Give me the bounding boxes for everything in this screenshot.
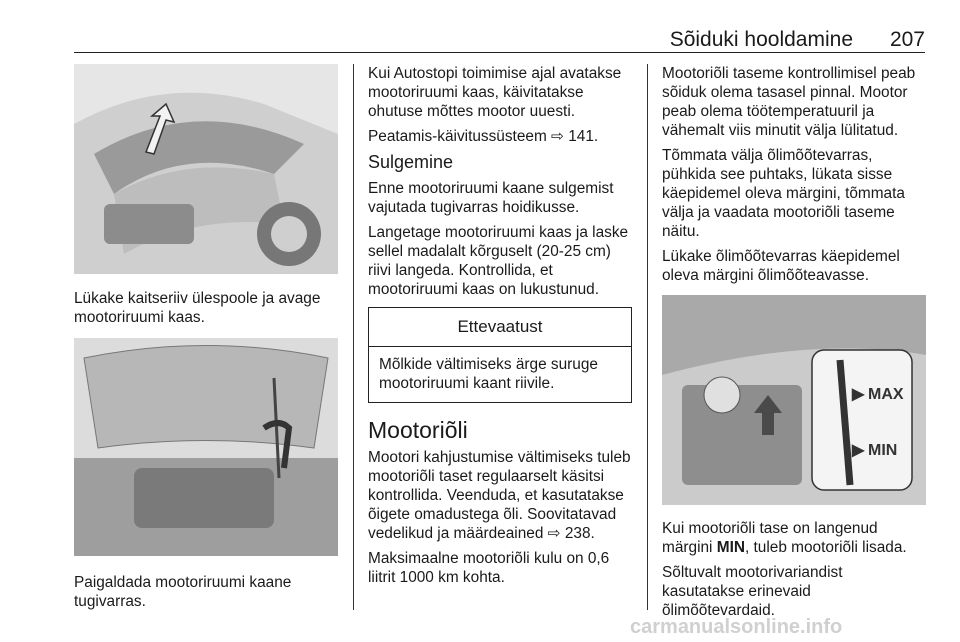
svg-text:▶: ▶ [852,442,865,459]
caption-support-rod: Paigaldada mootoriruumi kaane tugivarras. [74,574,292,610]
heading-engine-oil: Mootoriõli [368,417,468,443]
page-header [74,22,925,53]
caution-text: Mõlkide vältimiseks ärge suruge mootoriruumi kaant riivile. [379,356,598,392]
caution-box [368,307,632,403]
hood-support-illustration [74,338,338,556]
dipstick-min-label: MIN [868,442,898,459]
paragraph: Tõmmata välja õlimõõtevarras, pühkida see puhtaks, lükata sisse käepidemel oleva märgini, tõmmata välja ja vaadata mootoriõli taseme näitu. [662,147,905,240]
paragraph: Kui Autostopi toimimise ajal avatakse mootoriruumi kaas, käivitatakse ohutuse mõttes mootor uuesti. [368,65,622,120]
column-divider [353,64,354,610]
section-title: Sõiduki hooldamine [669,28,853,51]
column-1 [74,64,338,617]
paragraph: Mootoriõli taseme kontrollimisel peab sõiduk olema tasasel pinnal. Mootor peab olema töötemperatuuril ja vähemalt viis minutit välja lülitatud. [662,65,916,139]
caution-title: Ettevaatust [369,308,631,347]
caption-open-hood: Lükake kaitseriiv ülespoole ja avage mootoriruumi kaas. [74,290,321,326]
svg-text:▶: ▶ [852,386,865,403]
hood-latch-illustration [74,64,338,274]
heading-closing: Sulgemine [368,152,454,172]
paragraph: Mootori kahjustumise vältimiseks tuleb mootoriõli taset regulaarselt käsitsi kontrollida. Veenduda, et kasutatakse õigete omadustega õli. Soovitatavad vedelikud ja määrdeained ⇨ 238. [368,449,631,542]
cross-reference[interactable]: Peatamis-käivitussüsteem ⇨ 141. [368,128,599,145]
paragraph: Langetage mootoriruumi kaas ja laske sellel madalalt kõrguselt (20-25 cm) riivi langeda. Kontrollida, et mootoriruumi kaas on lukustunud. [368,224,629,298]
paragraph: Sõltuvalt mootorivariandist kasutatakse erinevaid õlimõõtevardaid. [662,564,843,619]
column-divider [647,64,648,610]
column-3 [662,64,926,626]
min-mark: MIN [716,539,745,556]
column-2 [368,64,632,593]
dipstick-max-label: MAX [868,386,904,403]
paragraph: Lükake õlimõõtevarras käepidemel oleva märgini õlimõõteavasse. [662,248,900,284]
watermark: carmanualsonline.info [630,616,843,638]
paragraph: Maksimaalne mootoriõli kulu on 0,6 liitrit 1000 km kohta. [368,550,610,586]
page-number: 207 [889,28,925,51]
dipstick-illustration [662,295,926,505]
paragraph: Enne mootoriruumi kaane sulgemist vajutada tugivarras hoidikusse. [368,180,614,216]
paragraph-min-level: Kui mootoriõli tase on langenud märgini MIN, tuleb mootoriõli lisada. [662,520,907,556]
